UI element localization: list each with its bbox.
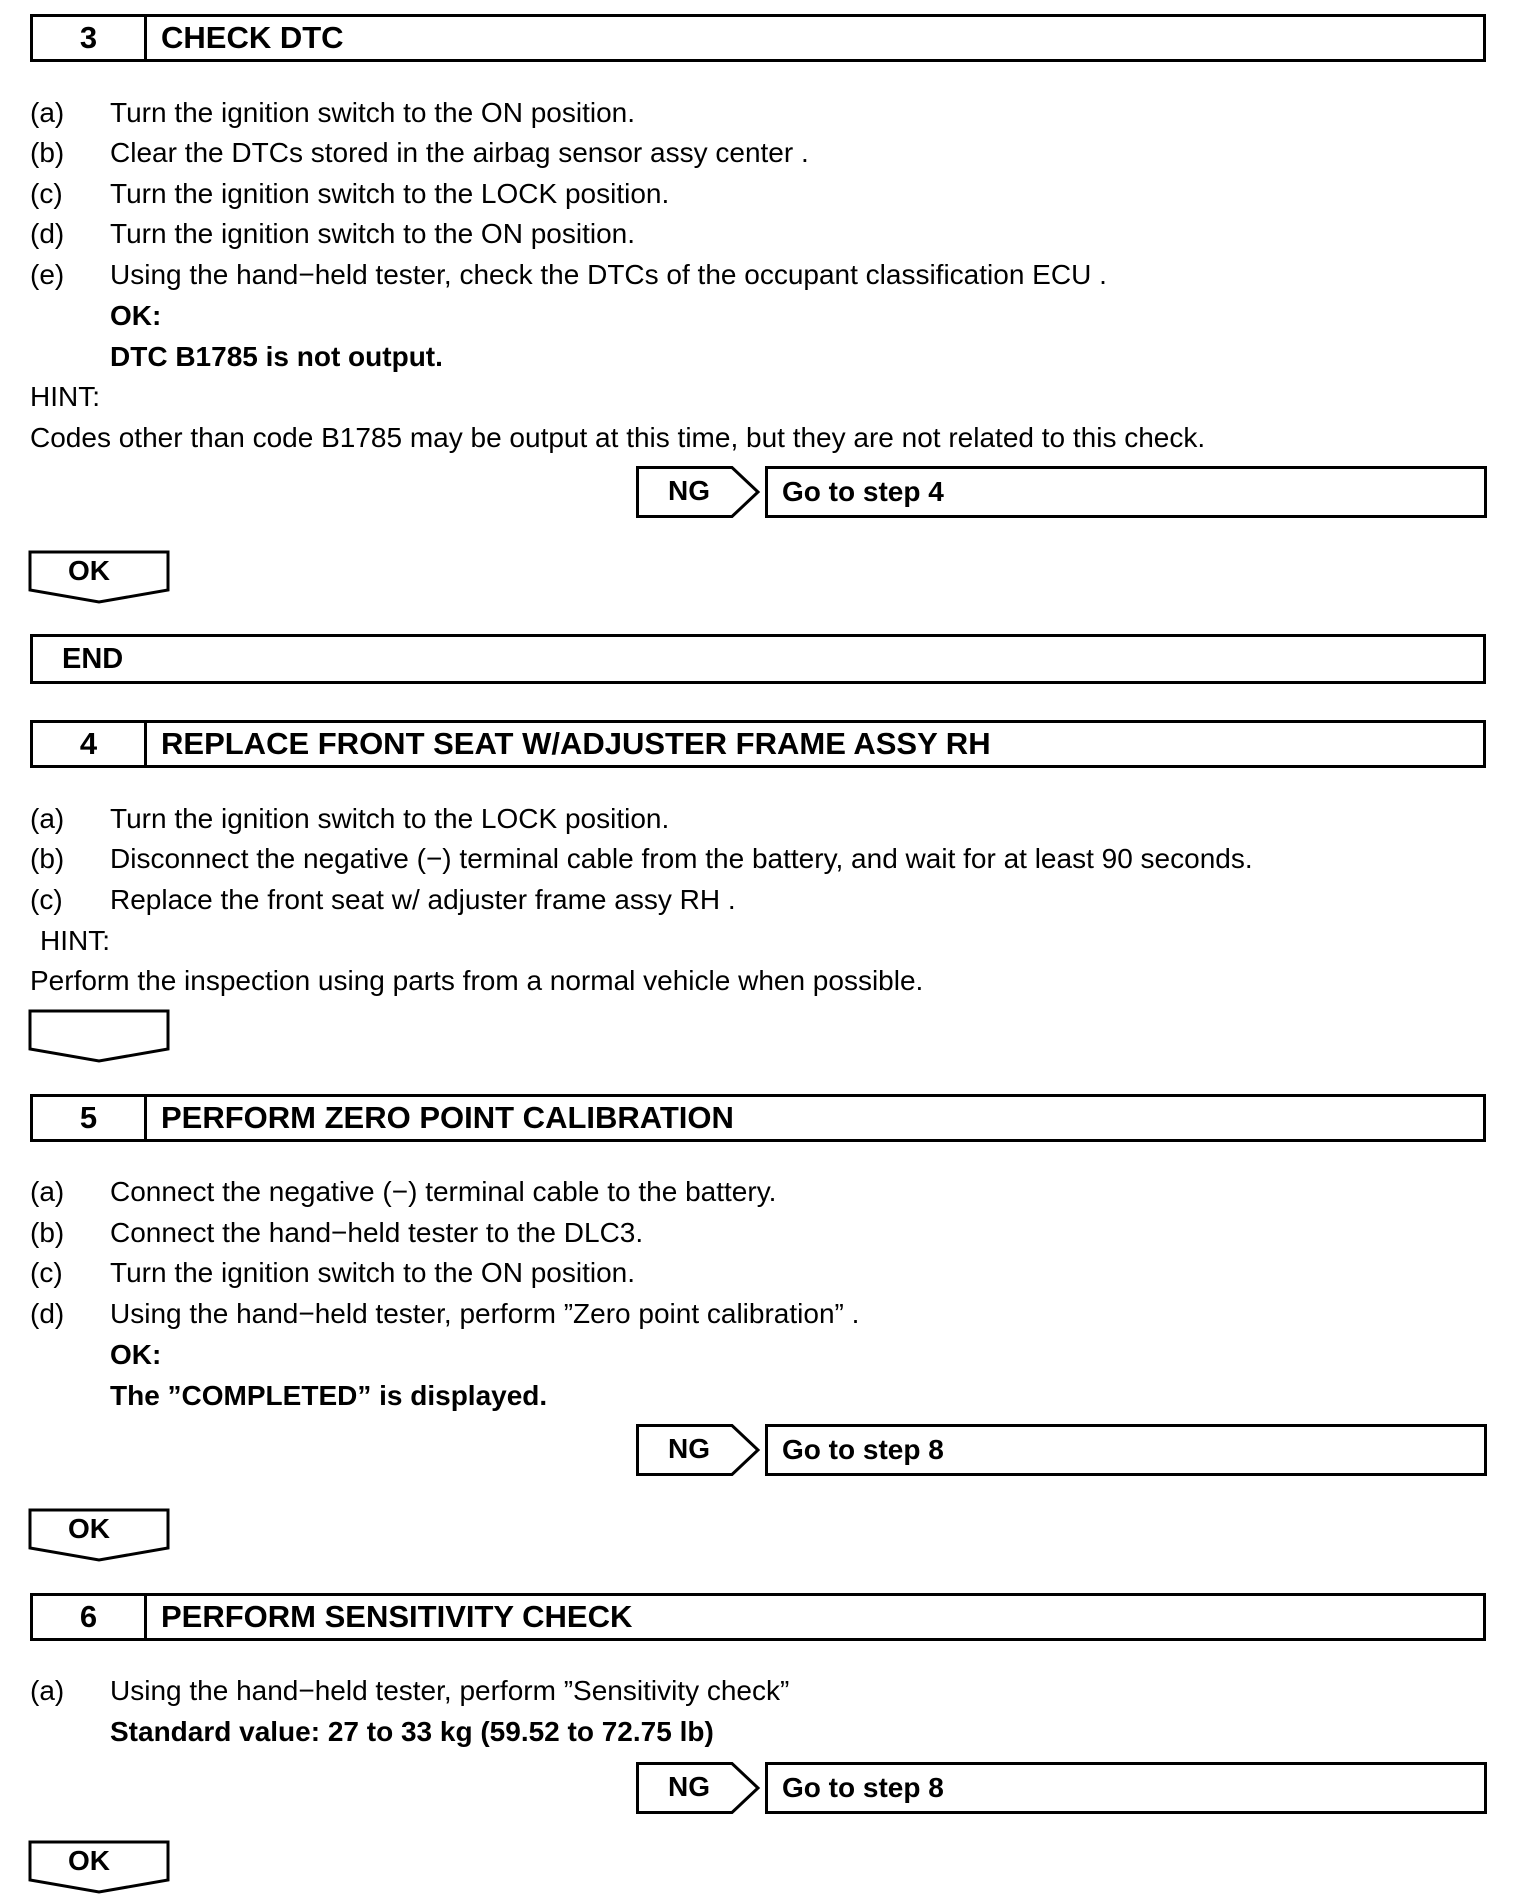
item-label: (c) <box>30 1257 63 1288</box>
step-title: PERFORM ZERO POINT CALIBRATION <box>161 1100 734 1135</box>
goto-step-box: Go to step 4 <box>765 466 1487 518</box>
item-label: (c) <box>30 178 63 209</box>
item-label: (e) <box>30 259 65 290</box>
ng-label: NG <box>668 475 710 506</box>
step-number: 4 <box>33 723 147 765</box>
hint-label: HINT: <box>30 381 100 412</box>
item-label: (a) <box>30 97 65 128</box>
standard-value: Standard value: 27 to 33 kg (59.52 to 72.75 lb) <box>110 1716 714 1747</box>
step-4-header <box>30 720 1486 768</box>
item-label: (b) <box>30 843 65 874</box>
item-label: (b) <box>30 137 65 168</box>
item-text: Turn the ignition switch to the ON position. <box>110 97 635 128</box>
ok-label: OK <box>68 1513 110 1544</box>
item-text: Connect the hand−held tester to the DLC3. <box>110 1217 644 1248</box>
item-text: Using the hand−held tester, check the DTCs of the occupant classification ECU . <box>110 259 1107 290</box>
step-number: 3 <box>33 17 147 59</box>
ok-label: OK <box>68 1845 110 1876</box>
flow-arrow <box>28 1009 170 1063</box>
ok-label: OK <box>68 555 110 586</box>
ng-label: NG <box>668 1433 710 1464</box>
step-5-header <box>30 1094 1486 1142</box>
item-label: (a) <box>30 1675 65 1706</box>
item-text: Turn the ignition switch to the ON position. <box>110 218 635 249</box>
hint-text: Codes other than code B1785 may be output at this time, but they are not related to this check. <box>30 422 1206 453</box>
item-label: (a) <box>30 1176 65 1207</box>
step-title: CHECK DTC <box>161 20 344 55</box>
item-text: Replace the front seat w/ adjuster frame assy RH . <box>110 884 736 915</box>
ng-branch <box>636 1762 1487 1814</box>
step-number: 6 <box>33 1596 147 1638</box>
ng-branch <box>636 1424 1487 1476</box>
item-label: (b) <box>30 1217 65 1248</box>
ok-heading: OK: <box>110 1339 162 1370</box>
item-text: Connect the negative (−) terminal cable to the battery. <box>110 1176 777 1207</box>
item-text: Turn the ignition switch to the LOCK position. <box>110 178 670 209</box>
item-text: Disconnect the negative (−) terminal cable from the battery, and wait for at least 90 seconds. <box>110 843 1253 874</box>
item-label: (d) <box>30 218 65 249</box>
item-text: Turn the ignition switch to the ON position. <box>110 1257 635 1288</box>
item-label: (d) <box>30 1298 65 1329</box>
end-box: END <box>30 634 1486 684</box>
step-3-header <box>30 14 1486 62</box>
ng-branch <box>636 466 1487 518</box>
ok-flow-arrow <box>28 550 170 604</box>
item-text: Using the hand−held tester, perform ”Sensitivity check” <box>110 1675 790 1706</box>
ok-flow-arrow <box>28 1840 170 1894</box>
goto-step-box: Go to step 8 <box>765 1762 1487 1814</box>
down-arrow-icon <box>28 1009 170 1063</box>
item-label: (a) <box>30 803 65 834</box>
ng-label: NG <box>668 1771 710 1802</box>
step-number: 5 <box>33 1097 147 1139</box>
item-text: Clear the DTCs stored in the airbag sensor assy center . <box>110 137 809 168</box>
step-title: REPLACE FRONT SEAT W/ADJUSTER FRAME ASSY RH <box>161 726 991 761</box>
ok-criteria: The ”COMPLETED” is displayed. <box>110 1380 548 1411</box>
ok-criteria: DTC B1785 is not output. <box>110 341 443 372</box>
goto-step-box: Go to step 8 <box>765 1424 1487 1476</box>
ok-heading: OK: <box>110 300 162 331</box>
hint-text: Perform the inspection using parts from a normal vehicle when possible. <box>30 965 924 996</box>
step-6-header <box>30 1593 1486 1641</box>
ok-flow-arrow <box>28 1508 170 1562</box>
item-label: (c) <box>30 884 63 915</box>
step-title: PERFORM SENSITIVITY CHECK <box>161 1599 633 1634</box>
item-text: Using the hand−held tester, perform ”Zero point calibration” . <box>110 1298 860 1329</box>
item-text: Turn the ignition switch to the LOCK position. <box>110 803 670 834</box>
hint-label: HINT: <box>40 925 110 956</box>
